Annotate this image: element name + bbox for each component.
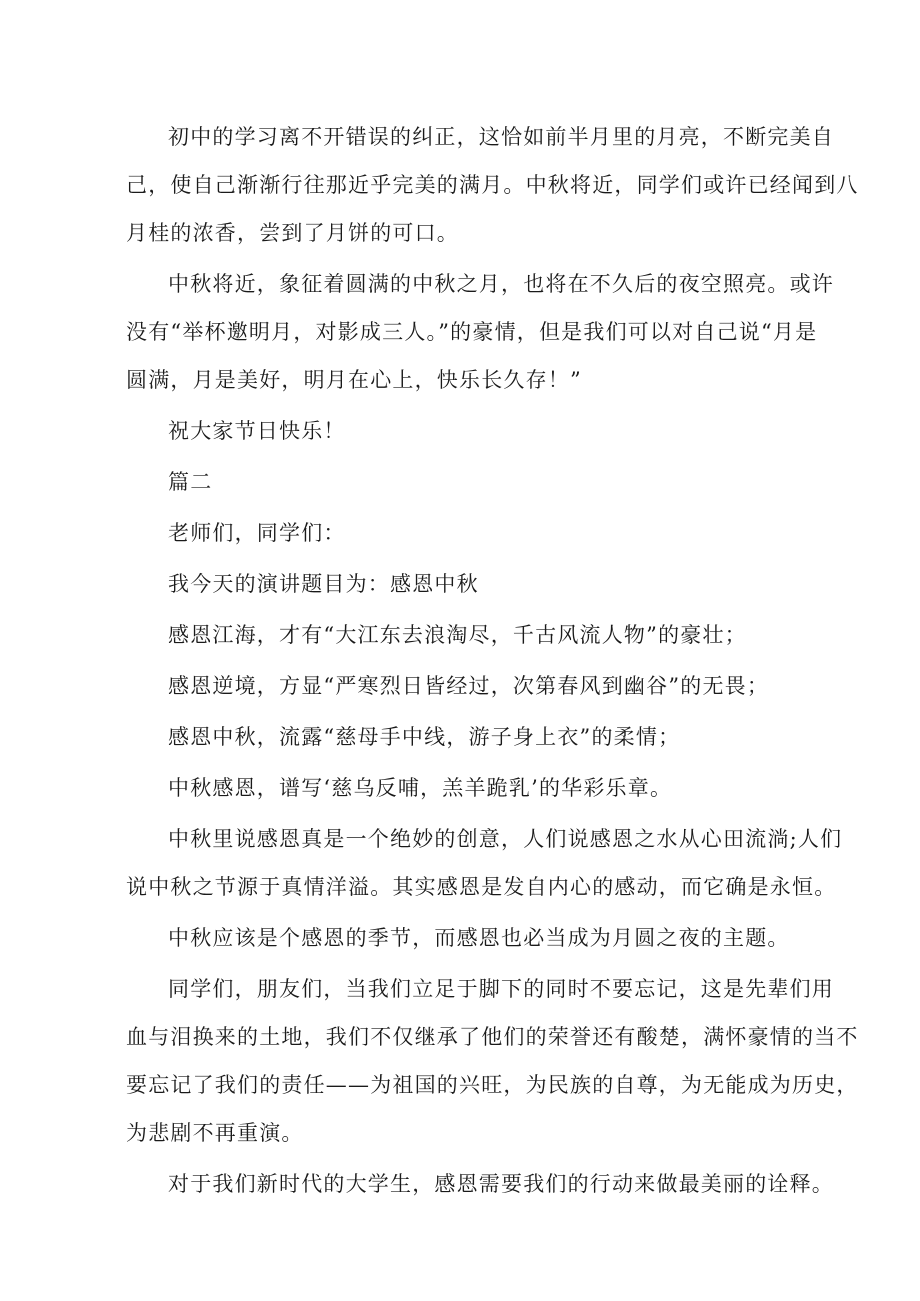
paragraph-line: 为悲剧不再重演。: [126, 1121, 304, 1145]
paragraph-line: 中秋应该是个感恩的季节，而感恩也必当成为月圆之夜的主题。: [168, 926, 790, 950]
paragraph: [126, 914, 798, 962]
paragraph-line: 祝大家节日快乐！: [168, 419, 346, 443]
paragraph-line: 中秋感恩，谱写‘慈乌反哺，羔羊跪乳’的华彩乐章。: [168, 776, 673, 800]
paragraph-line: 月桂的浓香，尝到了月饼的可口。: [126, 221, 459, 245]
paragraph: [126, 713, 798, 761]
paragraph-line: 对于我们新时代的大学生，感恩需要我们的行动来做最美丽的诠释。: [168, 1172, 834, 1196]
paragraph-line: 中秋里说感恩真是一个绝妙的创意，人们说感恩之水从心田流淌;人们: [168, 827, 843, 851]
paragraph-line: 圆满，月是美好，明月在心上，快乐长久存！”: [126, 368, 582, 392]
paragraph: [126, 965, 859, 1157]
paragraph: [126, 815, 843, 911]
paragraph: [126, 560, 798, 608]
paragraph-line: 没有“举杯邀明月，对影成三人。”的豪情，但是我们可以对自己说“月是: [126, 320, 818, 344]
paragraph-line: 感恩逆境，方显“严寒烈日皆经过，次第春风到幽谷”的无畏；: [168, 674, 770, 698]
paragraph-line: 我今天的演讲题目为：感恩中秋: [168, 572, 479, 596]
paragraph-line: 篇二: [168, 470, 213, 494]
paragraph-line: 感恩江海，才有“大江东去浪淘尽，千古风流人物”的豪壮；: [168, 623, 747, 647]
paragraph-line: 初中的学习离不开错误的纠正，这恰如前半月里的月亮，不断完美自: [168, 125, 834, 149]
paragraph-line: 感恩中秋，流露“慈母手中线，游子身上衣”的柔情；: [168, 725, 681, 749]
paragraph-line: 己，使自己渐渐行往那近乎完美的满月。中秋将近，同学们或许已经闻到八: [126, 173, 859, 197]
document-body: [126, 113, 859, 1208]
paragraph: [126, 407, 798, 455]
paragraph-line: 同学们，朋友们，当我们立足于脚下的同时不要忘记，这是先辈们用: [168, 977, 834, 1001]
paragraph-line: 老师们，同学们：: [168, 521, 346, 545]
paragraph-line: 说中秋之节源于真情洋溢。其实感恩是发自内心的感动，而它确是永恒。: [126, 875, 837, 899]
paragraph-line: 中秋将近，象征着圆满的中秋之月，也将在不久后的夜空照亮。或许: [168, 272, 834, 296]
paragraph-line: 要忘记了我们的责任——为祖国的兴旺，为民族的自尊，为无能成为历史，: [126, 1073, 859, 1097]
paragraph: [126, 458, 798, 506]
paragraph-line: 血与泪换来的土地，我们不仅继承了他们的荣誉还有酸楚，满怀豪情的当不: [126, 1025, 859, 1049]
paragraph: [126, 662, 798, 710]
paragraph: [126, 764, 798, 812]
paragraph: [126, 1160, 834, 1208]
paragraph: [126, 611, 798, 659]
paragraph: [126, 260, 834, 404]
paragraph: [126, 509, 798, 557]
paragraph: [126, 113, 859, 257]
